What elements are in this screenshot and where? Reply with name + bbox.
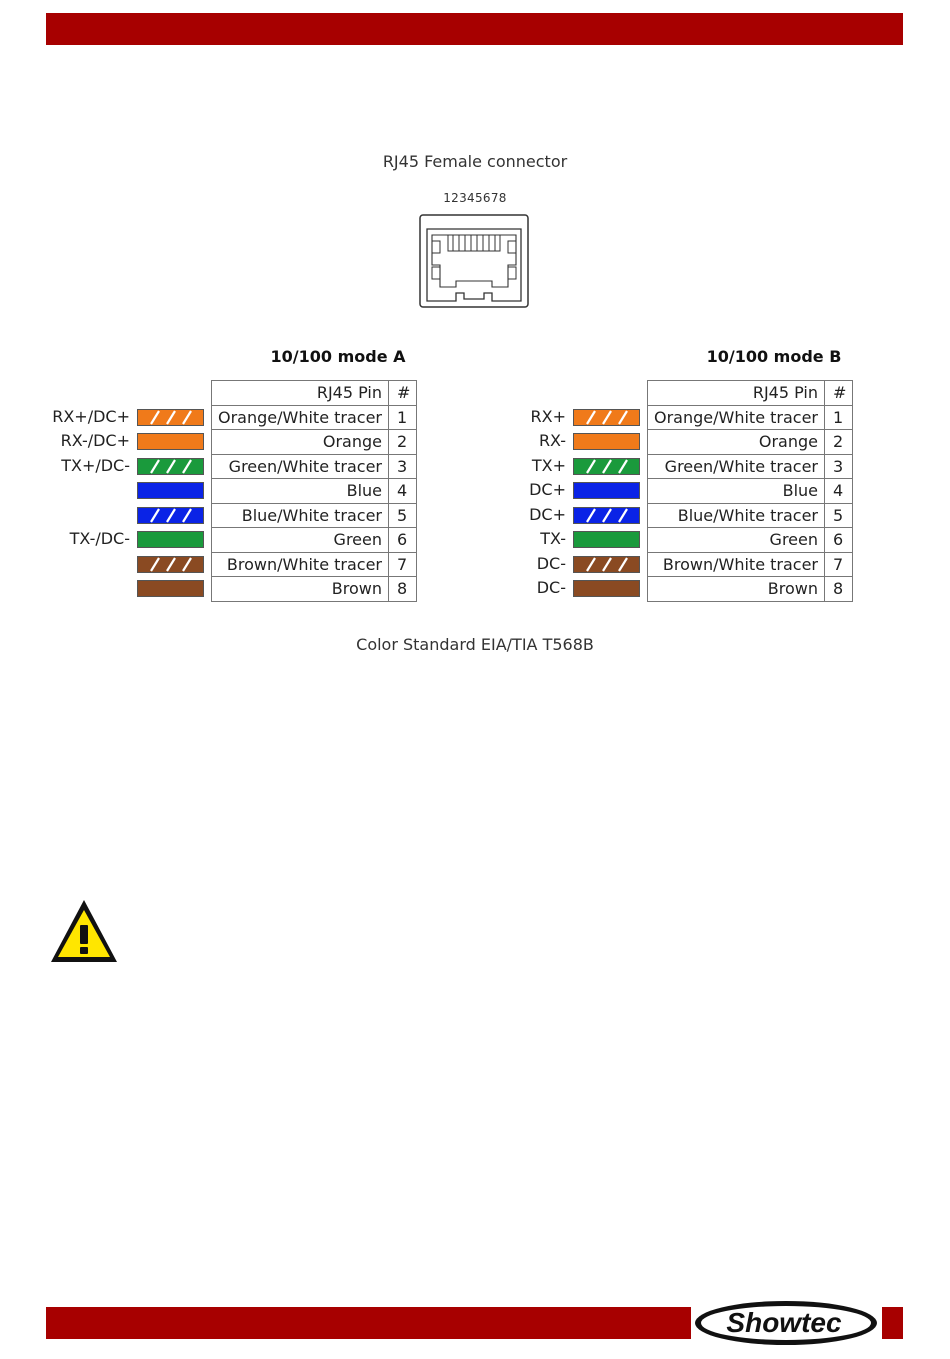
table-row	[648, 503, 853, 528]
pin-number: 3	[825, 454, 853, 479]
pin-number: 1	[389, 405, 417, 430]
header-label: RJ45 Pin	[648, 381, 825, 406]
table-row	[212, 454, 417, 479]
color-standard-note: Color Standard EIA/TIA T568B	[356, 635, 594, 654]
signal-label	[40, 576, 130, 601]
mode-a-title: 10/100 mode A	[270, 347, 406, 366]
table-row	[212, 405, 417, 430]
mode-b-title: 10/100 mode B	[706, 347, 842, 366]
signal-label: TX+/DC-	[61, 455, 130, 475]
pin-number: 2	[389, 430, 417, 455]
wire-swatch	[137, 482, 204, 499]
pin-number: 6	[389, 528, 417, 553]
connector-pin-numbers: 12345678	[443, 191, 507, 205]
wire-color: Orange	[212, 430, 389, 455]
pin-number: 6	[825, 528, 853, 553]
signal-label	[40, 503, 130, 528]
table-row	[648, 430, 853, 455]
wire-swatch	[573, 580, 640, 597]
wire-swatch	[137, 507, 204, 524]
signal-label: RX+/DC+	[52, 406, 130, 426]
showtec-logo	[692, 1299, 880, 1347]
footer-bar-end	[882, 1307, 903, 1339]
table-row	[212, 479, 417, 504]
wire-swatch	[573, 458, 640, 475]
wire-color: Blue	[648, 479, 825, 504]
pin-number: 3	[389, 454, 417, 479]
pin-number: 4	[825, 479, 853, 504]
connector-title: RJ45 Female connector	[382, 152, 568, 171]
header-hash: #	[825, 381, 853, 406]
wire-color: Green/White tracer	[648, 454, 825, 479]
wire-swatch	[137, 409, 204, 426]
wire-color: Blue	[212, 479, 389, 504]
signal-label: TX-	[540, 529, 566, 548]
wire-swatch	[573, 433, 640, 450]
pin-number: 7	[825, 552, 853, 577]
wire-color: Brown/White tracer	[212, 552, 389, 577]
table-row	[212, 552, 417, 577]
pin-number: 5	[389, 503, 417, 528]
signal-label: TX+	[531, 455, 566, 475]
wire-color: Brown	[648, 577, 825, 602]
signal-label: DC-	[536, 578, 566, 597]
table-row	[648, 405, 853, 430]
table-header-row	[212, 381, 417, 406]
wire-swatch	[573, 409, 640, 426]
logo-text: Showtec	[726, 1307, 842, 1338]
wire-swatch	[137, 556, 204, 573]
pin-number: 2	[825, 430, 853, 455]
table-row	[212, 430, 417, 455]
wire-swatch	[137, 531, 204, 548]
signal-label: DC+	[529, 504, 566, 524]
wire-swatch	[573, 482, 640, 499]
header-label: RJ45 Pin	[212, 381, 389, 406]
signal-label: TX-/DC-	[69, 529, 130, 548]
wire-swatch	[137, 458, 204, 475]
table-row	[212, 503, 417, 528]
table-header-row	[648, 381, 853, 406]
table-row	[648, 454, 853, 479]
signal-label	[40, 552, 130, 577]
warning-icon	[49, 898, 119, 964]
pin-number: 7	[389, 552, 417, 577]
signal-label: RX-/DC+	[60, 431, 130, 450]
table-row	[648, 528, 853, 553]
wire-swatch	[137, 580, 204, 597]
signal-label: DC-	[536, 553, 566, 573]
wire-color: Blue/White tracer	[648, 503, 825, 528]
mode-b-table	[647, 380, 853, 602]
wire-color: Orange/White tracer	[648, 405, 825, 430]
signal-label: RX-	[538, 431, 566, 450]
wire-color: Brown	[212, 577, 389, 602]
signal-label	[40, 478, 130, 503]
signal-label: DC+	[529, 480, 566, 499]
table-row	[212, 577, 417, 602]
table-row	[212, 528, 417, 553]
wire-color: Blue/White tracer	[212, 503, 389, 528]
wire-color: Green	[212, 528, 389, 553]
wire-color: Green	[648, 528, 825, 553]
pin-number: 8	[825, 577, 853, 602]
footer-bar	[46, 1307, 691, 1339]
signal-label: RX+	[530, 406, 566, 426]
table-row	[648, 552, 853, 577]
header-hash: #	[389, 381, 417, 406]
rj45-connector-icon	[418, 213, 530, 309]
wire-swatch	[573, 556, 640, 573]
wire-color: Green/White tracer	[212, 454, 389, 479]
pin-number: 8	[389, 577, 417, 602]
wire-swatch	[137, 433, 204, 450]
wire-color: Orange	[648, 430, 825, 455]
pin-number: 4	[389, 479, 417, 504]
wire-color: Orange/White tracer	[212, 405, 389, 430]
pin-number: 1	[825, 405, 853, 430]
wire-swatch	[573, 507, 640, 524]
header-bar	[46, 13, 903, 45]
wire-color: Brown/White tracer	[648, 552, 825, 577]
table-row	[648, 577, 853, 602]
table-row	[648, 479, 853, 504]
wire-swatch	[573, 531, 640, 548]
mode-a-table	[211, 380, 417, 602]
pin-number: 5	[825, 503, 853, 528]
